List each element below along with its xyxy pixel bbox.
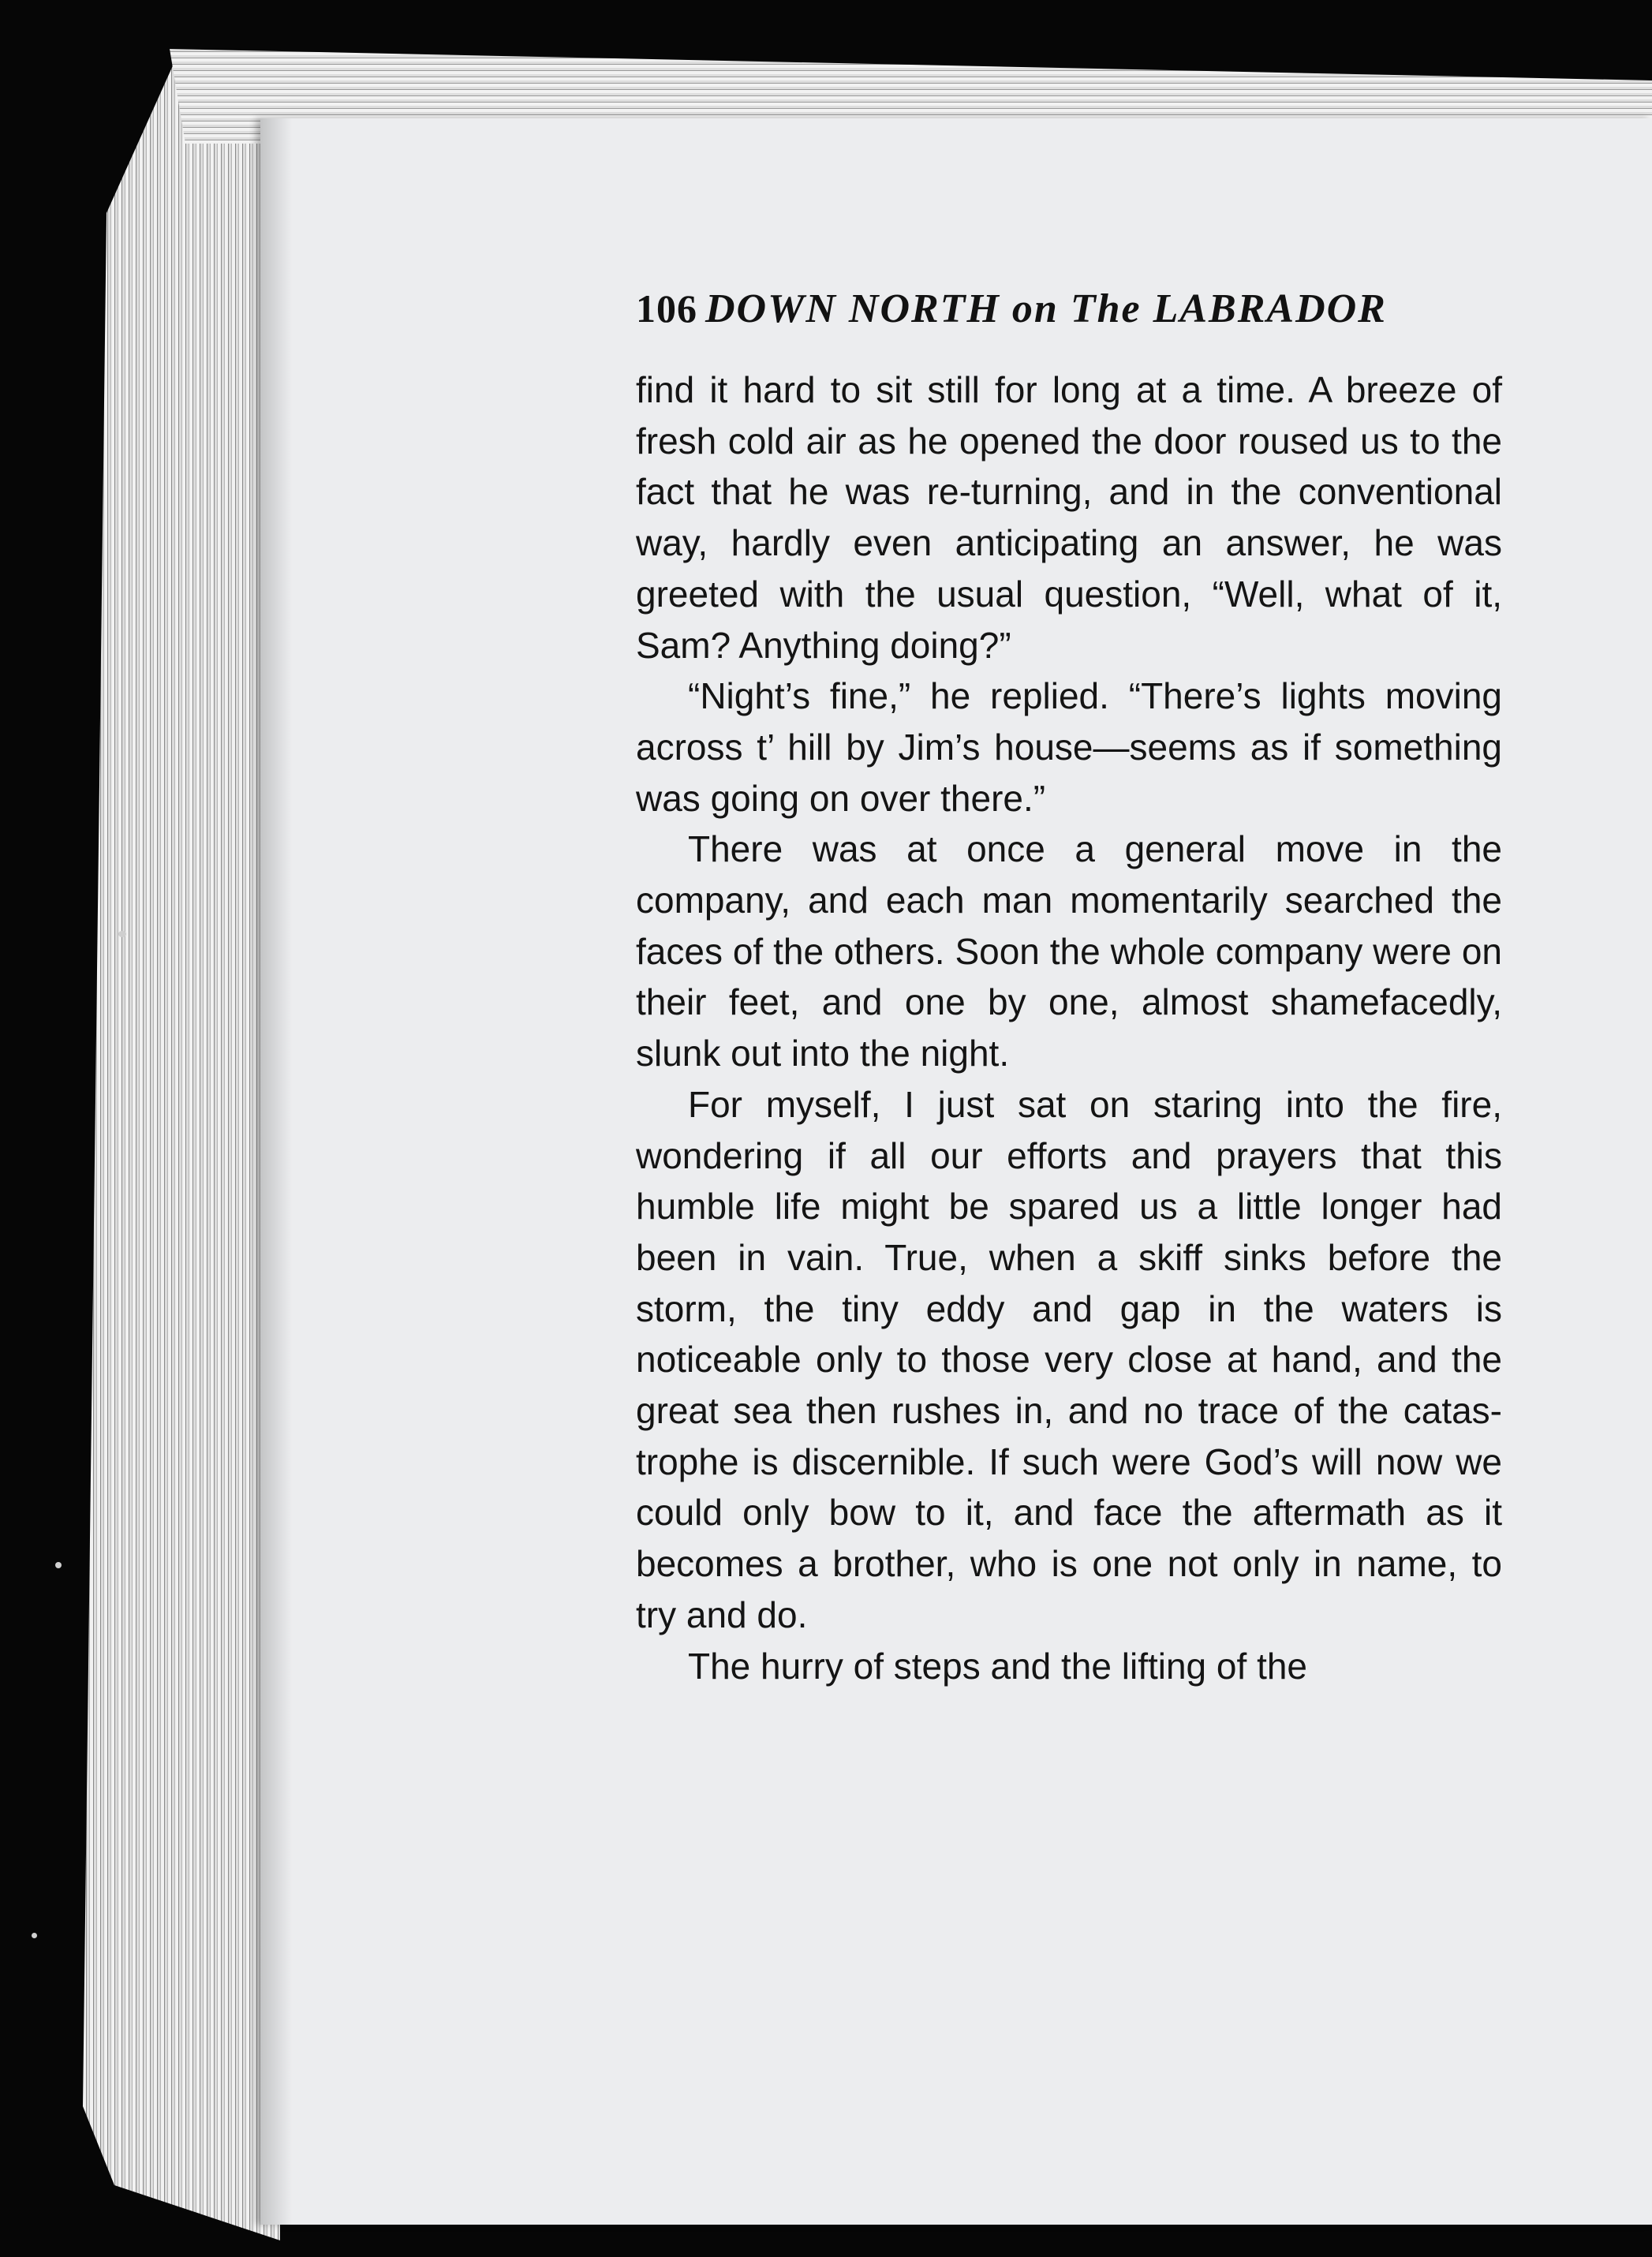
paragraph: find it hard to sit still for long at a time. A breeze of fresh cold air as he opened the door roused us to the fact that he was re-turning, and in the conventional way, hardly even anticipating an answer, he was greeted with the usual question, “Well, what of it, Sam? Anything doing?”	[636, 369, 1502, 666]
running-title: DOWN NORTH on The LABRADOR	[705, 286, 1387, 331]
body-text	[636, 364, 1502, 1691]
dust-speck	[55, 1562, 62, 1568]
paragraph: “Night’s fine,” he replied. “There’s lights moving across t’ hill by Jim’s house—seems as if something was going on over there.”	[636, 675, 1502, 819]
paragraph: The hurry of steps and the lifting of the	[688, 1645, 1308, 1687]
page-number: 106	[636, 286, 697, 331]
paragraph: There was at once a general move in the company, and each man momentarily searched the faces of the others. Soon the whole company were on their feet, and one by one, almost shamefacedly, slunk out into the night.	[636, 828, 1502, 1074]
running-header	[636, 286, 1472, 341]
paragraph: For myself, I just sat on staring into the fire, wondering if all our efforts and prayers that this humble life might be spared us a little longer had been in vain. True, when a skiff sinks before the storm, the tiny eddy and gap in the waters is noticeable only to those very close at hand, and the great sea then rushes in, and no trace of the catas-trophe is discernible. If such were God’s will now we could only bow to it, and face the aftermath as it becomes a brother, who is one not only in name, to try and do.	[636, 1083, 1502, 1635]
dust-speck	[118, 931, 126, 937]
gutter-shadow	[260, 118, 292, 2225]
book-page-edges	[83, 55, 280, 2240]
dust-speck	[32, 1933, 37, 1938]
